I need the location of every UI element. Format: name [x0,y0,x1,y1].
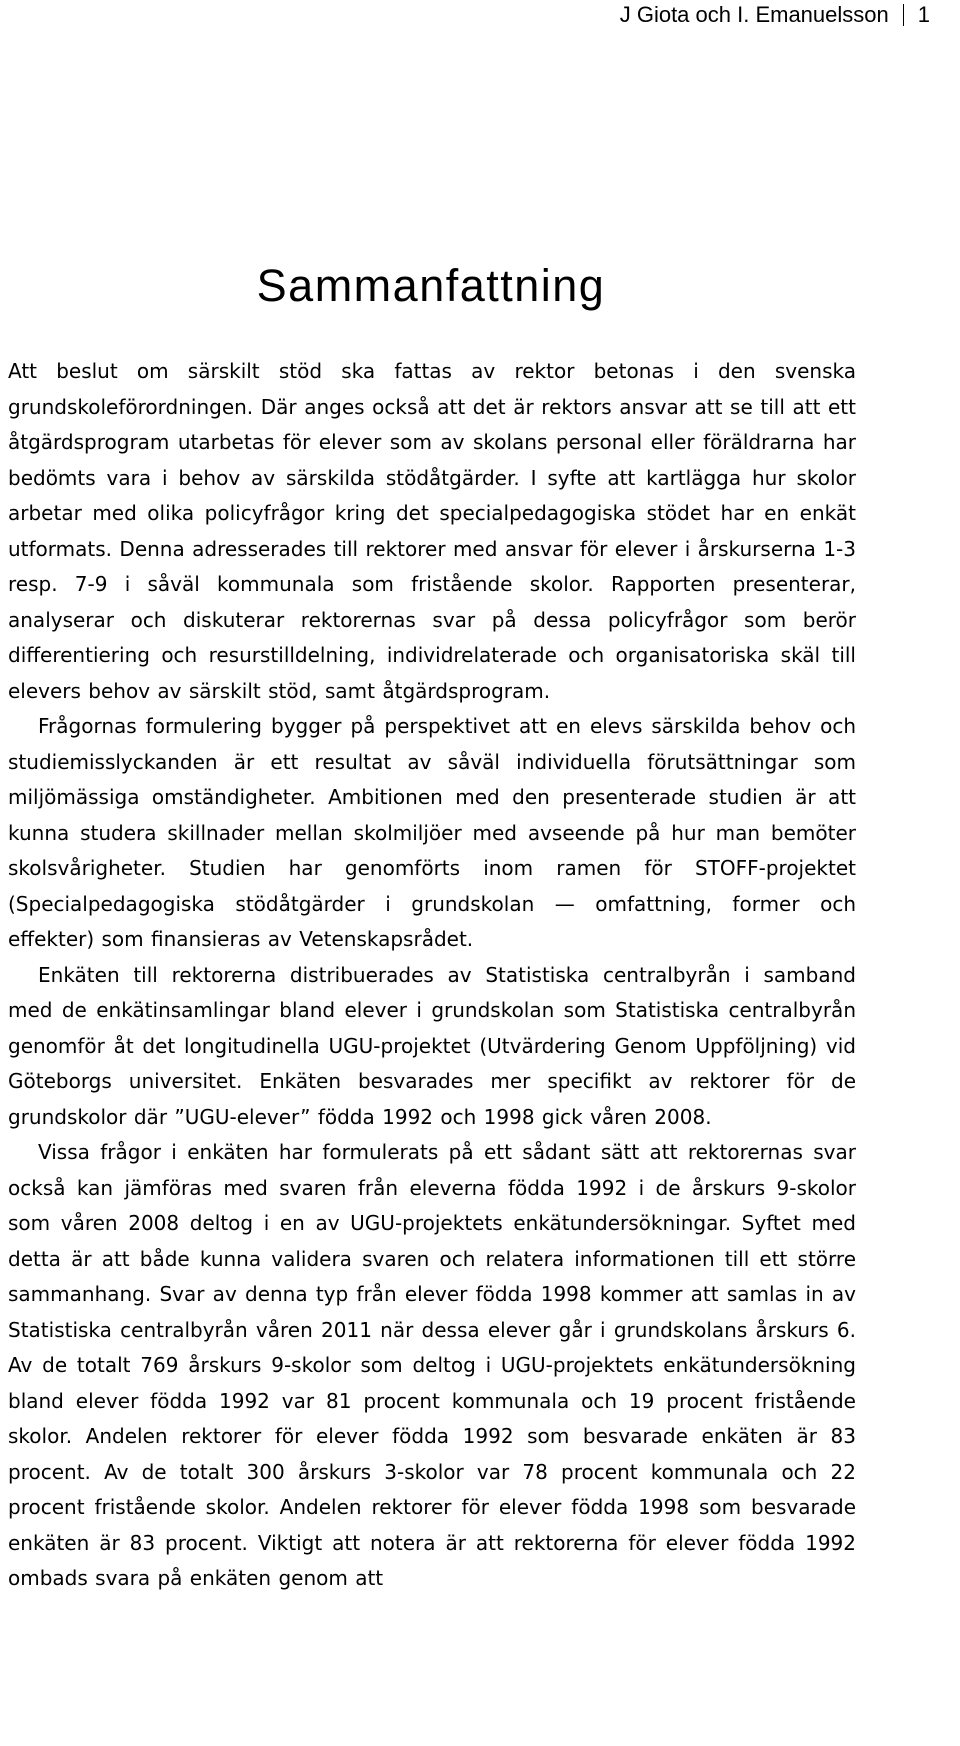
body-text [8,354,856,1597]
paragraph-3: Enkäten till rektorerna distribuerades av Statistiska centralbyrån i samband med de enkätinsamlingar bland elever i grundskolan som Statistiska centralbyrån genomför åt det longitudinella UGU-projektet (Utvärdering Genom Uppföljning) vid Göteborgs universitet. Enkäten besvarades mer specifikt av rektorer för de grundskolor där ”UGU-elever” födda 1992 och 1998 gick våren 2008. [8,962,856,1129]
running-header [620,2,930,28]
page-number: 1 [917,2,930,27]
header-divider [903,4,904,26]
header-authors: J Giota och I. Emanuelsson [619,2,889,27]
paragraph-1: Att beslut om särskilt stöd ska fattas av rektor betonas i den svenska grundskoleförordningen. Där anges också att det är rektors ansvar att se till att ett åtgärdsprogram utarbetas för elever som av skolans personal eller föräldrarna har bedömts vara i behov av särskilda stödåtgärder. I syfte att kartlägga hur skolor arbetar med olika policyfrågor kring det specialpedagogiska stödet har en enkät utformats. Denna adresserades till rektorer med ansvar för elever i årskurserna 1-3 resp. 7-9 i såväl kommunala som fristående skolor. Rapporten presenterar, analyserar och diskuterar rektorernas svar på dessa policyfrågor som berör differentiering och resurstilldelning, individrelaterade och organisatoriska skäl till elevers behov av särskilt stöd, samt åtgärdsprogram. [8,359,856,703]
paragraph-2: Frågornas formulering bygger på perspektivet att en elevs särskilda behov och studiemisslyckanden är ett resultat av såväl individuella förutsättningar som miljömässiga omständigheter. Ambitionen med den presenterade studien är att kunna studera skillnader mellan skolmiljöer med avseende på hur man bemöter skolsvårigheter. Studien har genomförts inom ramen för STOFF-projektet (Specialpedagogiska stödåtgärder i grundskolan — omfattning, former och effekter) som finansieras av Vetenskapsrådet. [8,714,856,951]
paragraph-4: Vissa frågor i enkäten har formulerats på ett sådant sätt att rektorernas svar också kan jämföras med svaren från eleverna födda 1992 i de årskurs 9-skolor som våren 2008 deltog i en av UGU-projektets enkätundersökningar. Syftet med detta är att både kunna validera svaren och relatera informationen till ett större sammanhang. Svar av denna typ från elever födda 1998 kommer att samlas in av Statistiska centralbyrån våren 2011 när dessa elever går i grundskolans årskurs 6. Av de totalt 769 årskurs 9-skolor som deltog i UGU-projektets enkätundersökning bland elever födda 1992 var 81 procent kommunala och 19 procent fristående skolor. Andelen rektorer för elever födda 1992 som besvarade enkäten är 83 procent. Av de totalt 300 årskurs 3-skolor var 78 procent kommunala och 22 procent fristående skolor. Andelen rektorer för elever födda 1998 som besvarade enkäten är 83 procent. Viktigt att notera är att rektorerna för elever födda 1992 ombads svara på enkäten genom att [8,1140,856,1590]
section-title: Sammanfattning [256,260,606,311]
